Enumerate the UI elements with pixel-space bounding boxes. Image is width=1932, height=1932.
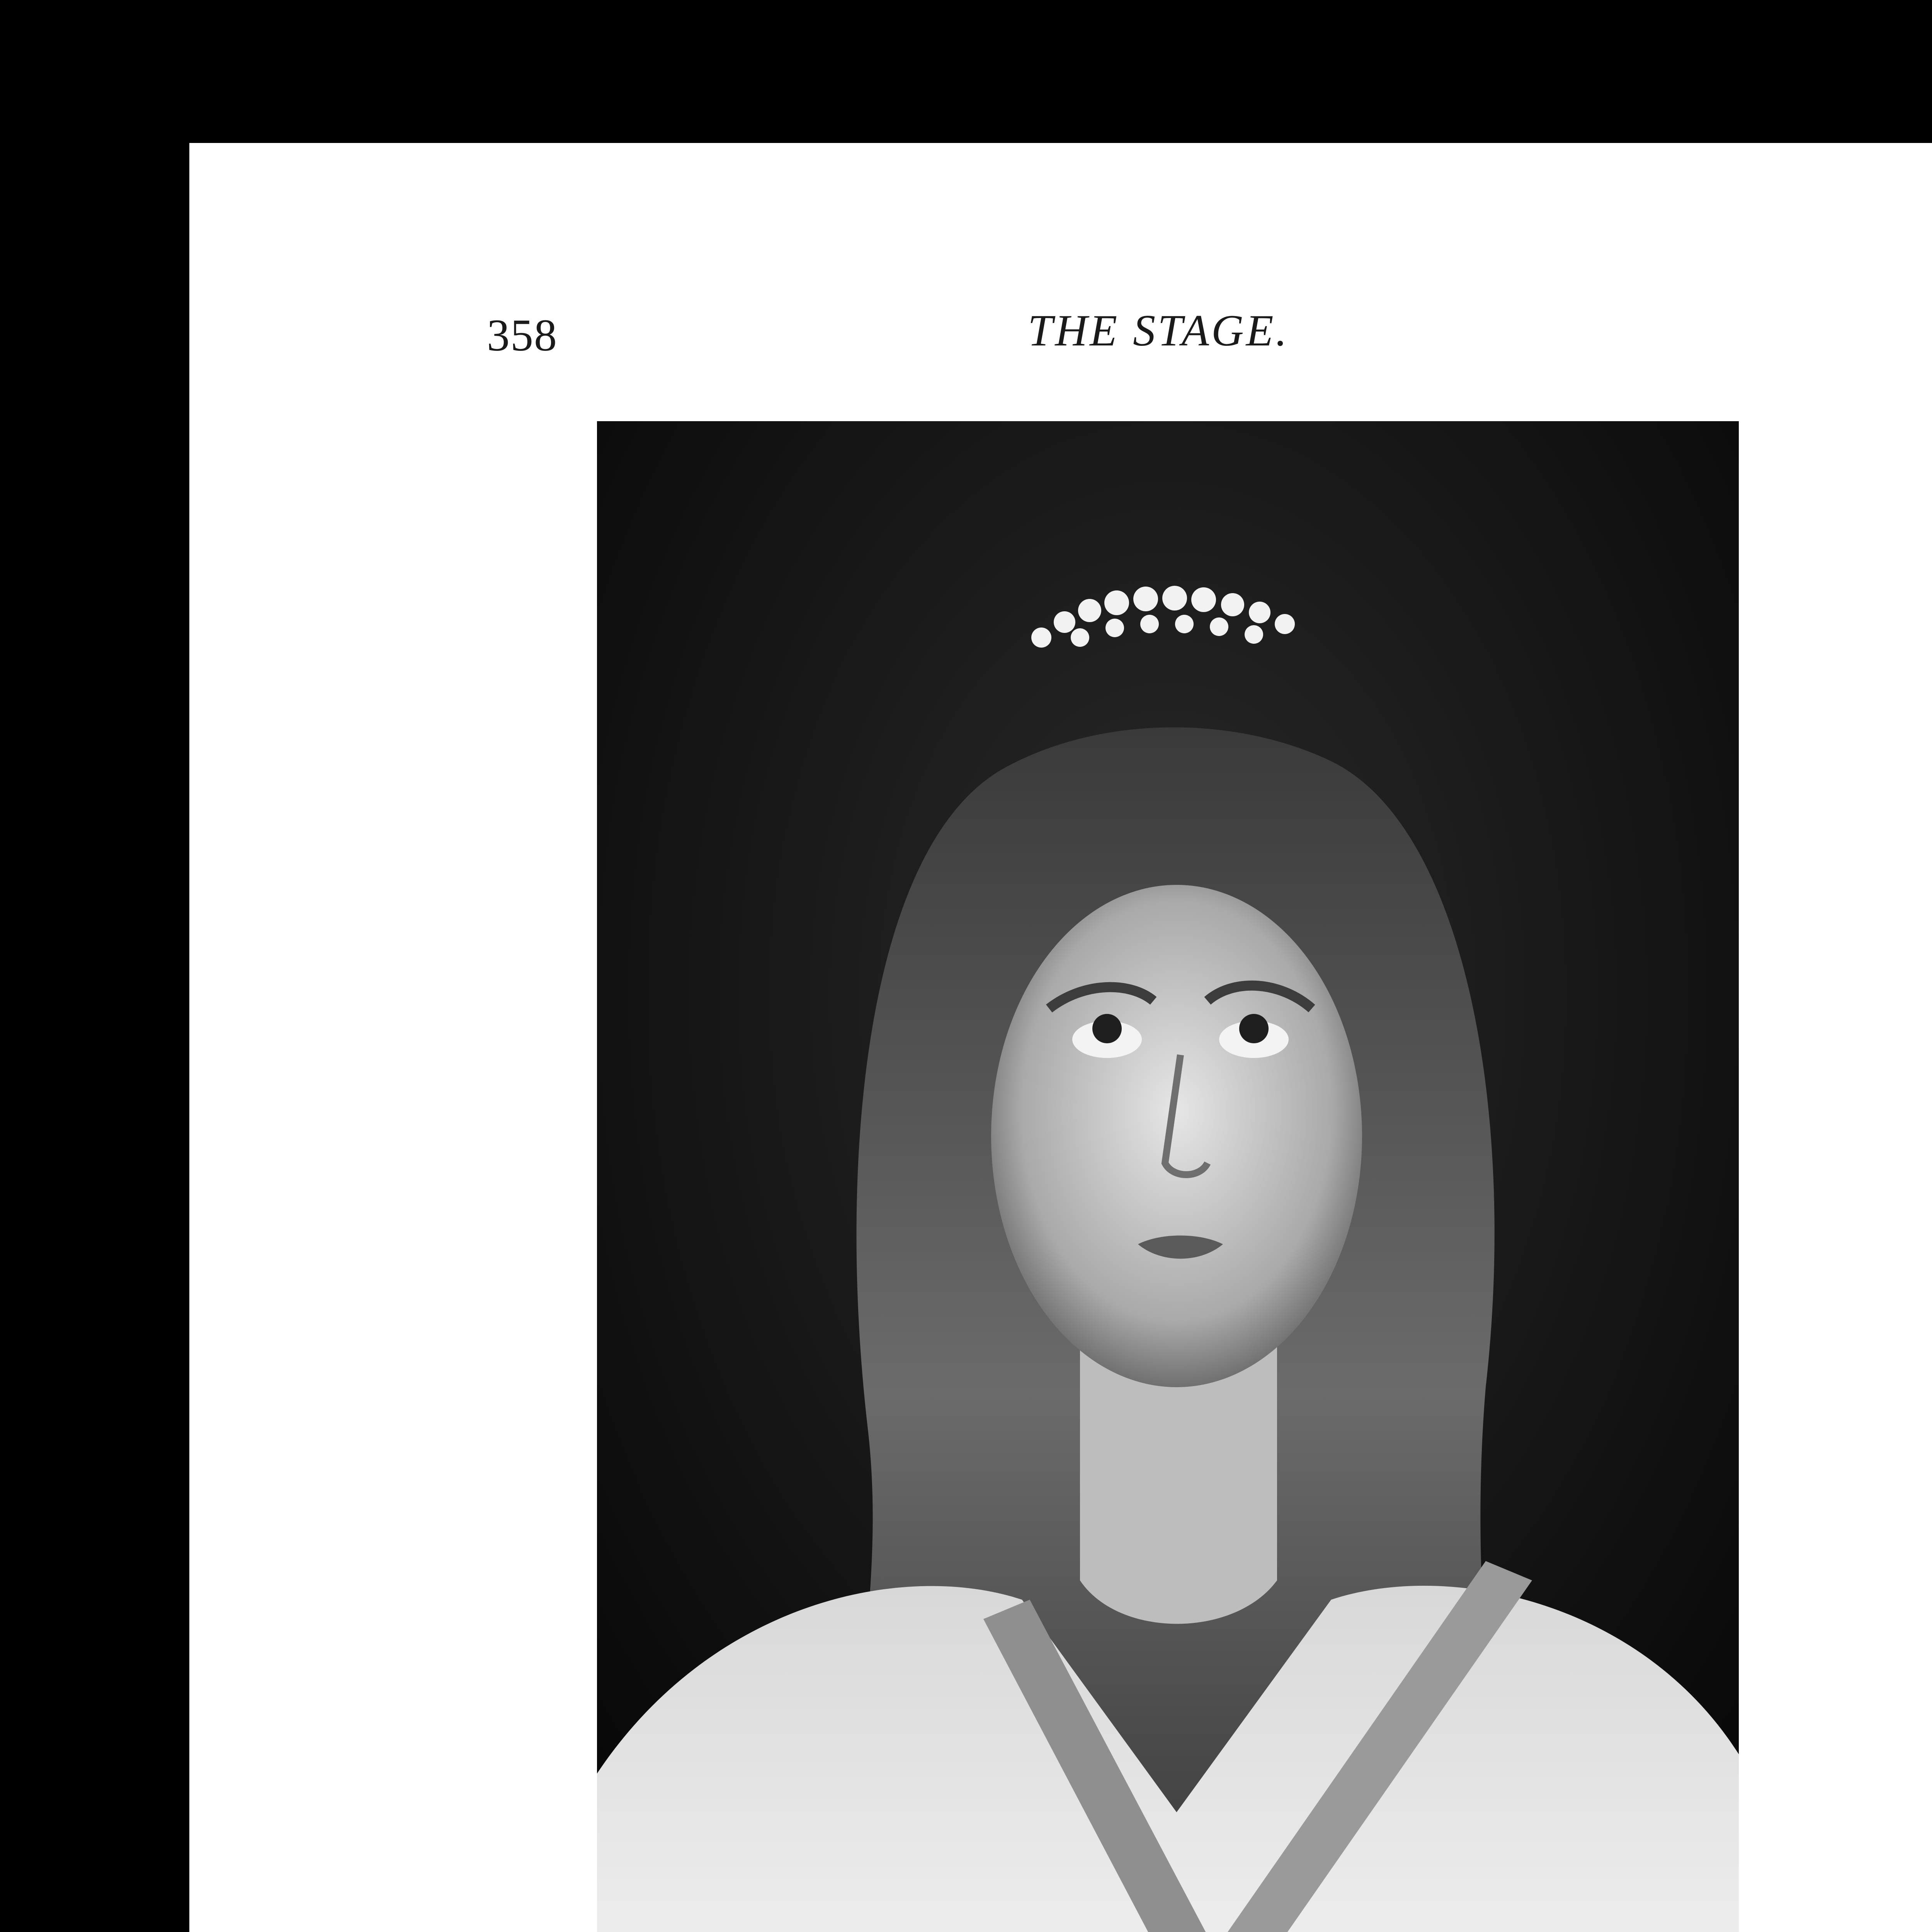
portrait-illustration	[597, 421, 1739, 1932]
page-number: 358	[487, 310, 558, 361]
running-title: THE STAGE.	[1028, 306, 1289, 355]
portrait-photograph	[597, 421, 1739, 1932]
